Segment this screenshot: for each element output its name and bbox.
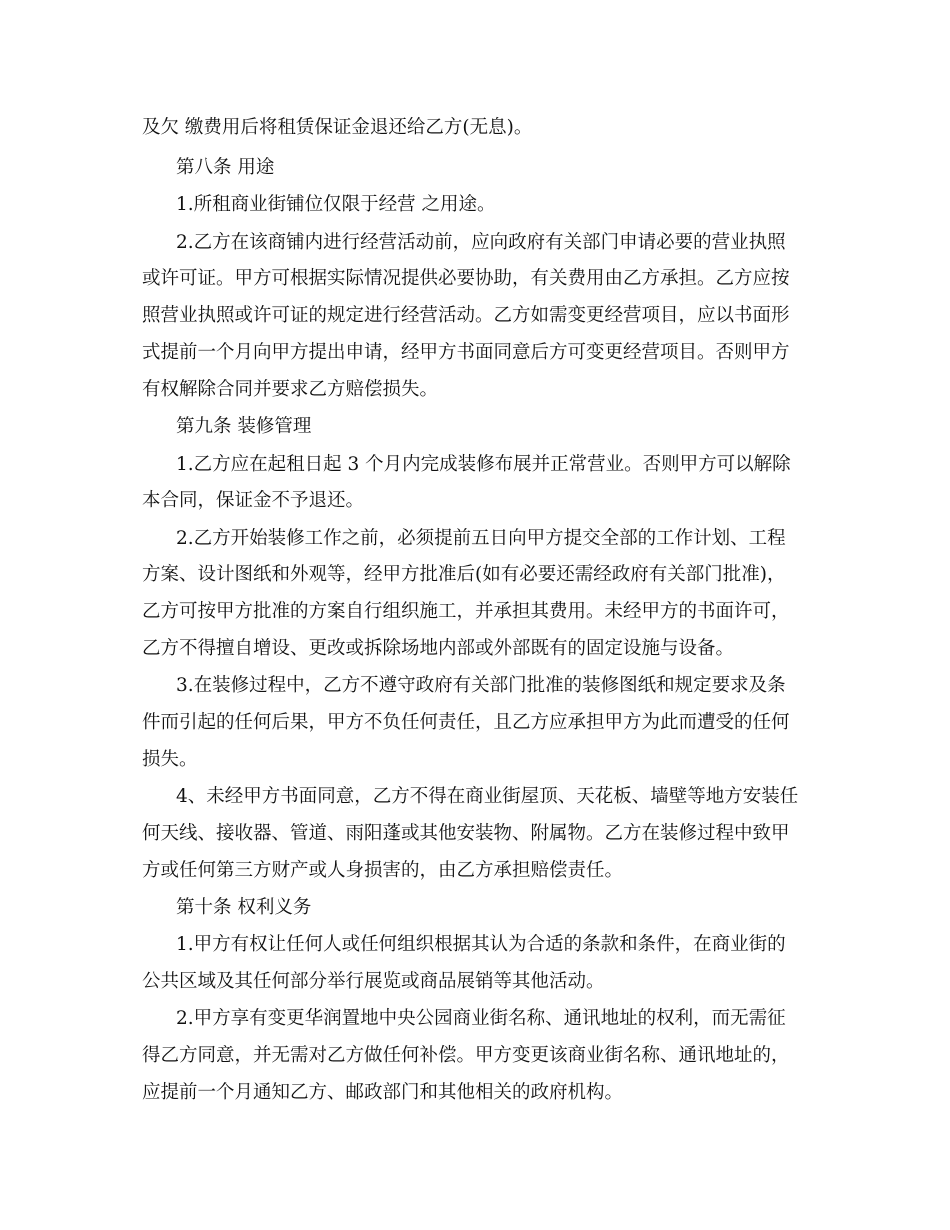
paragraph-line: 及欠 缴费用后将租赁保证金退还给乙方(无息)。 xyxy=(142,117,533,138)
paragraph-line: 式提前一个月向甲方提出申请，经甲方书面同意后方可变更经营项目。否则甲方 xyxy=(142,342,790,363)
section-heading: 第九条 装修管理 xyxy=(176,416,312,437)
paragraph-line: 何天线、接收器、管道、雨阳蓬或其他安装物、附属物。乙方在装修过程中致甲 xyxy=(142,823,790,844)
paragraph-line: 2.乙方在该商铺内进行经营活动前，应向政府有关部门申请必要的营业执照 xyxy=(176,232,786,253)
section-heading: 第八条 用途 xyxy=(176,157,275,178)
paragraph-line: 2.甲方享有变更华润置地中央公园商业街名称、通讯地址的权利，而无需征 xyxy=(176,1008,786,1029)
paragraph-line: 1.甲方有权让任何人或任何组织根据其认为合适的条款和条件，在商业街的 xyxy=(176,934,786,955)
paragraph-line: 应提前一个月通知乙方、邮政部门和其他相关的政府机构。 xyxy=(142,1082,624,1103)
paragraph-line: 方或任何第三方财产或人身损害的，由乙方承担赔偿责任。 xyxy=(142,860,624,881)
paragraph-line: 本合同，保证金不予退还。 xyxy=(142,490,365,511)
paragraph-line: 件而引起的任何后果，甲方不负任何责任，且乙方应承担甲方为此而遭受的任何 xyxy=(142,712,790,733)
paragraph-line: 乙方可按甲方批准的方案自行组织施工，并承担其费用。未经甲方的书面许可， xyxy=(142,601,790,622)
paragraph-line: 或许可证。甲方可根据实际情况提供必要协助，有关费用由乙方承担。乙方应按 xyxy=(142,268,790,289)
paragraph-line: 4、未经甲方书面同意，乙方不得在商业街屋顶、天花板、墙壁等地方安装任 xyxy=(176,786,799,807)
paragraph-line: 1.所租商业街铺位仅限于经营 之用途。 xyxy=(176,194,496,215)
paragraph-line: 3.在装修过程中，乙方不遵守政府有关部门批准的装修图纸和规定要求及条 xyxy=(176,675,786,696)
paragraph-line: 乙方不得擅自增设、更改或拆除场地内部或外部既有的固定设施与设备。 xyxy=(142,638,735,659)
section-heading: 第十条 权利义务 xyxy=(176,897,312,918)
paragraph-line: 1.乙方应在起租日起 3 个月内完成装修布展并正常营业。否则甲方可以解除 xyxy=(176,454,791,475)
paragraph-line: 得乙方同意，并无需对乙方做任何补偿。甲方变更该商业街名称、通讯地址的， xyxy=(142,1045,790,1066)
paragraph-line: 有权解除合同并要求乙方赔偿损失。 xyxy=(142,379,439,400)
paragraph-line: 2.乙方开始装修工作之前，必须提前五日向甲方提交全部的工作计划、工程 xyxy=(176,528,786,549)
paragraph-line: 方案、设计图纸和外观等，经甲方批准后(如有必要还需经政府有关部门批准)， xyxy=(142,564,786,585)
paragraph-line: 损失。 xyxy=(142,749,198,770)
paragraph-line: 公共区域及其任何部分举行展览或商品展销等其他活动。 xyxy=(142,971,605,992)
paragraph-line: 照营业执照或许可证的规定进行经营活动。乙方如需变更经营项目，应以书面形 xyxy=(142,305,790,326)
